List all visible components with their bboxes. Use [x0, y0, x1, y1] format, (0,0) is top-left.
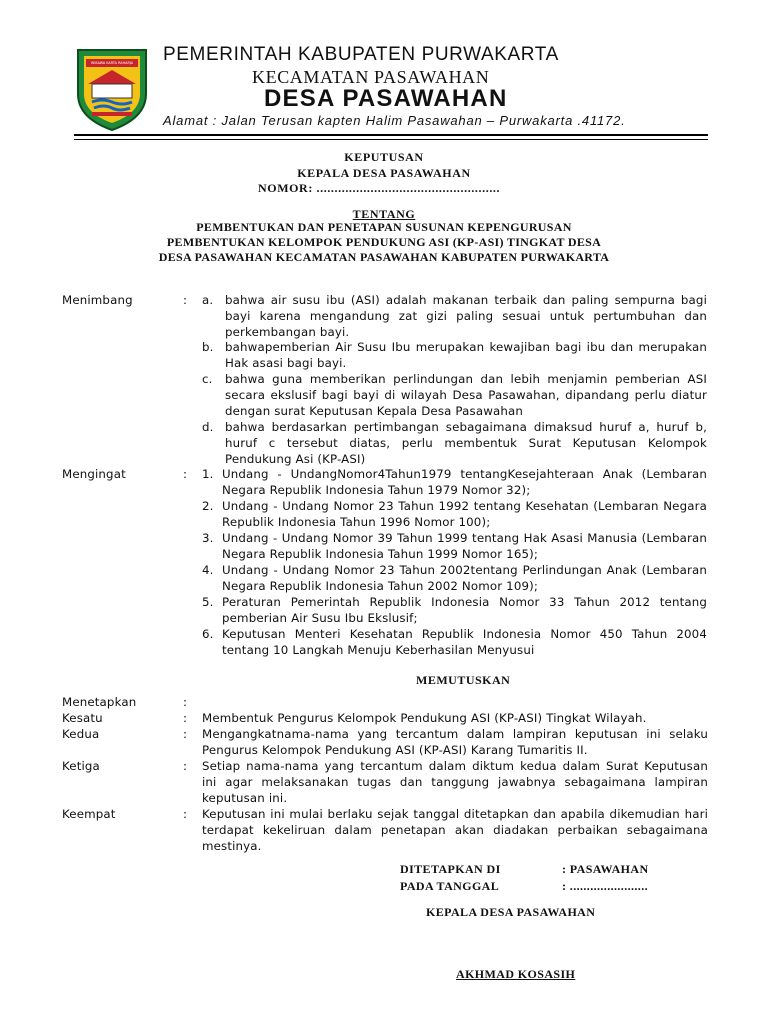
- diktum-colon: :: [183, 759, 188, 773]
- diktum-label-keempat: Keempat: [62, 807, 116, 821]
- menimbang-marker-b: b.: [202, 340, 214, 354]
- menimbang-item-a: [225, 293, 707, 340]
- diktum-colon: :: [183, 711, 188, 725]
- menimbang-colon: :: [183, 293, 188, 307]
- mengingat-item-text: Undang - Undang Nomor 23 Tahun 2002tentang Perlindungan Anak (Lembaran Negara Republik Indonesia Tahun 2002 Nomor 109);: [222, 563, 707, 593]
- mengingat-marker-1: 1.: [202, 467, 214, 481]
- memutuskan-heading: MEMUTUSKAN: [416, 673, 511, 687]
- menimbang-item-text: bahwa air susu ibu (ASI) adalah makanan terbaik dan paling sempurna bagi bayi karena mengandung zat gizi paling sesuai untuk pertumbuhan dan perkembangan bayi.: [225, 293, 707, 339]
- signatory-name: AKHMAD KOSASIH: [456, 967, 576, 981]
- mengingat-marker-6: 6.: [202, 627, 214, 641]
- mengingat-item-2: [222, 499, 707, 531]
- diktum-kedua: [202, 727, 708, 759]
- mengingat-label: Mengingat: [62, 467, 126, 481]
- letterhead-government: PEMERINTAH KABUPATEN PURWAKARTA: [163, 44, 559, 65]
- menimbang-marker-a: a.: [202, 293, 214, 307]
- diktum-label-ketiga: Ketiga: [62, 759, 100, 773]
- decision-number: NOMOR: ...................................................: [258, 181, 501, 195]
- diktum-colon: :: [183, 807, 188, 821]
- letterhead-district: KECAMATAN PASAWAHAN: [252, 67, 490, 87]
- mengingat-item-6: [222, 627, 707, 659]
- menimbang-item-text: bahwa berdasarkan pertimbangan sebagaimana dimaksud huruf a, huruf b, huruf c tersebut diatas, perlu membentuk Surat Keputusan Kelompok Pendukung Asi (KP-ASI): [225, 420, 707, 466]
- diktum-label-kedua: Kedua: [62, 727, 100, 741]
- regency-logo: [74, 44, 150, 132]
- subject-line-1: PEMBENTUKAN DAN PENETAPAN SUSUNAN KEPENGURUSAN: [196, 220, 572, 234]
- place-label: DITETAPKAN DI: [400, 862, 501, 876]
- diktum-ketiga: [202, 759, 708, 806]
- diktum-colon: :: [183, 727, 188, 741]
- menimbang-item-text: bahwa guna memberikan perlindungan dan lebih menjamin pemberian ASI secara ekslusif bagi bayi di wilayah Desa Pasawahan, dipandang perlu diatur dengan surat Keputusan Kepala Desa Pasawahan: [225, 372, 707, 418]
- diktum-text: Keputusan ini mulai berlaku sejak tanggal ditetapkan dan apabila dikemudian hari terdapat kekeliruan dalam penetapan akan diadakan perbaikan sebagaimana mestinya.: [202, 807, 708, 853]
- diktum-kesatu: [202, 711, 708, 727]
- menimbang-marker-d: d.: [202, 420, 214, 434]
- diktum-keempat: [202, 807, 708, 854]
- mengingat-item-4: [222, 563, 707, 595]
- date-value: : .......................: [562, 879, 648, 893]
- mengingat-item-text: Peraturan Pemerintah Republik Indonesia Nomor 33 Tahun 2012 tentang pemberian Air Susu Ibu Ekslusif;: [222, 595, 707, 625]
- mengingat-item-text: Undang - UndangNomor4Tahun1979 tentangKesejahteraan Anak (Lembaran Negara Republik Indonesia Tahun 1979 Nomor 32);: [222, 467, 707, 497]
- menimbang-item-text: bahwapemberian Air Susu Ibu merupakan kewajiban bagi ibu dan merupakan Hak asasi bagi bayi.: [225, 340, 707, 370]
- diktum-colon: :: [183, 695, 188, 709]
- mengingat-item-text: Undang - Undang Nomor 23 Tahun 1992 tentang Kesehatan (Lembaran Negara Republik Indonesia Tahun 1996 Nomor 100);: [222, 499, 707, 529]
- mengingat-colon: :: [183, 467, 188, 481]
- menimbang-item-b: [225, 340, 707, 372]
- menimbang-marker-c: c.: [202, 372, 213, 386]
- subject-line-3: DESA PASAWAHAN KECAMATAN PASAWAHAN KABUPATEN PURWAKARTA: [158, 250, 610, 264]
- diktum-text: Mengangkatnama-nama yang tercantum dalam lampiran keputusan ini selaku Pengurus Kelompok Pendukung ASI (KP-ASI) Karang Tumaritis II.: [202, 727, 708, 757]
- mengingat-item-text: Keputusan Menteri Kesehatan Republik Indonesia Nomor 450 Tahun 2004 tentang 10 Langkah Menuju Keberhasilan Menyusui: [222, 627, 707, 657]
- mengingat-item-1: [222, 467, 707, 499]
- letterhead-address: Alamat : Jalan Terusan kapten Halim Pasawahan – Purwakarta .41172.: [163, 113, 626, 128]
- mengingat-marker-3: 3.: [202, 531, 214, 545]
- about-heading: TENTANG: [352, 207, 416, 221]
- diktum-label-menetapkan: Menetapkan: [62, 695, 137, 709]
- menimbang-item-d: [225, 420, 707, 467]
- diktum-label-kesatu: Kesatu: [62, 711, 103, 725]
- signatory-position: KEPALA DESA PASAWAHAN: [426, 905, 596, 919]
- diktum-text: Setiap nama-nama yang tercantum dalam diktum kedua dalam Surat Keputusan ini agar melaksanakan tugas dan tanggung jawabnya sebagaimana lampiran keputusan ini.: [202, 759, 708, 805]
- subject-line-2: PEMBENTUKAN KELOMPOK PENDUKUNG ASI (KP-ASI) TINGKAT DESA: [166, 235, 602, 249]
- place-value: : PASAWAHAN: [562, 862, 649, 876]
- mengingat-item-text: Undang - Undang Nomor 39 Tahun 1999 tentang Hak Asasi Manusia (Lembaran Negara Republik Indonesia Tahun 1999 Nomor 165);: [222, 531, 707, 561]
- menimbang-label: Menimbang: [62, 293, 133, 307]
- decision-title: KEPUTUSAN: [344, 150, 424, 164]
- mengingat-marker-4: 4.: [202, 563, 214, 577]
- letterhead-village: DESA PASAWAHAN: [264, 85, 508, 112]
- mengingat-item-5: [222, 595, 707, 627]
- mengingat-marker-5: 5.: [202, 595, 214, 609]
- logo-motto: WIBAWA KARTA RAHARJA: [90, 61, 134, 65]
- diktum-text: Membentuk Pengurus Kelompok Pendukung ASI (KP-ASI) Tingkat Wilayah.: [202, 711, 647, 725]
- mengingat-marker-2: 2.: [202, 499, 214, 513]
- letterhead-thick-rule: [74, 134, 708, 136]
- date-label: PADA TANGGAL: [400, 879, 500, 893]
- decision-issuer: KEPALA DESA PASAWAHAN: [297, 166, 471, 180]
- menimbang-item-c: [225, 372, 707, 419]
- mengingat-item-3: [222, 531, 707, 563]
- letterhead-thin-rule: [74, 139, 708, 140]
